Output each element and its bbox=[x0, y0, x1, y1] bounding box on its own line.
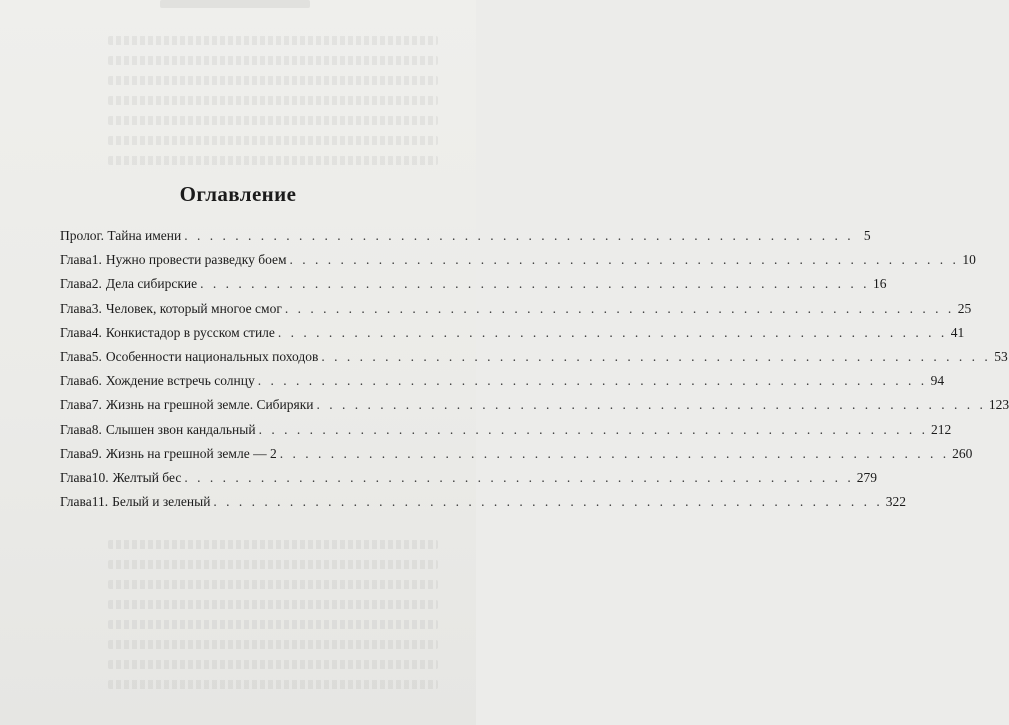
toc-entry-prefix: Глава bbox=[60, 276, 92, 292]
toc-entry-prefix: Глава bbox=[60, 397, 92, 413]
toc-entry-label: Жизнь на грешной земле. Сибиряки bbox=[105, 397, 314, 413]
toc-entry-label: Жизнь на грешной земле — 2 bbox=[105, 445, 277, 461]
toc-entry-page: 5 bbox=[863, 228, 871, 243]
toc-leader-dots bbox=[213, 494, 882, 510]
toc-entry-label: Слышен звон кандальный bbox=[105, 421, 256, 437]
show-through-line bbox=[108, 36, 438, 45]
toc-entry-chapter-9[interactable] bbox=[60, 445, 973, 470]
toc-entry-chapter-3[interactable] bbox=[60, 300, 972, 325]
toc-entry-chapter-1[interactable] bbox=[60, 252, 976, 276]
toc-entry-page: 279 bbox=[856, 469, 877, 485]
toc-entry-prefix: Глава bbox=[60, 373, 92, 389]
show-through-line bbox=[108, 600, 438, 609]
toc-entry-page: 212 bbox=[930, 421, 952, 437]
toc-entry-chapter-2[interactable] bbox=[60, 276, 887, 300]
toc-entry-prefix: Глава bbox=[60, 421, 92, 437]
toc-leader-dots bbox=[280, 446, 949, 462]
toc-entry-prologue[interactable] bbox=[60, 228, 871, 252]
toc-entry-page: 94 bbox=[930, 373, 945, 389]
toc-entry-prefix: Глава bbox=[60, 300, 92, 316]
toc-entry-number: 8. bbox=[91, 421, 102, 437]
show-through-line bbox=[108, 116, 438, 125]
toc-entry-label: Пролог. Тайна имени bbox=[60, 228, 182, 243]
show-through-line bbox=[108, 660, 438, 669]
toc-leader-dots bbox=[259, 422, 928, 438]
show-through-line bbox=[108, 620, 438, 629]
show-through-line bbox=[108, 640, 438, 649]
show-through-line bbox=[108, 156, 438, 165]
toc-entry-page: 322 bbox=[885, 494, 907, 510]
toc-entry-label: Нужно провести разведку боем bbox=[105, 252, 287, 268]
toc-entry-number: 9. bbox=[91, 445, 102, 461]
toc-entry-label: Конкистадор в русском стиле bbox=[105, 324, 275, 340]
toc-entry-chapter-8[interactable] bbox=[60, 421, 952, 446]
toc-entry-label: Человек, который многое смог bbox=[105, 300, 282, 316]
toc-entry-number: 1. bbox=[91, 252, 102, 268]
toc-entry-number: 5. bbox=[91, 348, 102, 364]
show-through-line bbox=[108, 540, 438, 549]
toc-entry-chapter-4[interactable] bbox=[60, 324, 965, 349]
show-through-line bbox=[108, 56, 438, 65]
toc-entry-label: Хождение встречь солнцу bbox=[105, 373, 255, 389]
toc-entry-prefix: Глава bbox=[60, 494, 92, 510]
toc-entry-prefix: Глава bbox=[60, 324, 92, 340]
toc-entry-chapter-11[interactable] bbox=[60, 494, 907, 518]
toc-entry-number: 2. bbox=[91, 276, 102, 292]
toc-entry-chapter-5[interactable] bbox=[60, 348, 1008, 373]
toc-entry-number: 4. bbox=[91, 324, 102, 340]
table-of-contents bbox=[60, 228, 1009, 518]
toc-entry-label: Белый и зеленый bbox=[112, 494, 211, 510]
toc-entry-number: 3. bbox=[91, 300, 102, 316]
show-through-line bbox=[108, 680, 438, 689]
toc-entry-page: 53 bbox=[994, 348, 1008, 364]
toc-entry-prefix: Глава bbox=[60, 348, 92, 364]
toc-leader-dots bbox=[290, 252, 959, 268]
toc-entry-number: 7. bbox=[91, 397, 102, 413]
toc-entry-chapter-6[interactable] bbox=[60, 373, 945, 397]
toc-entry-label: Желтый бес bbox=[112, 469, 182, 485]
toc-entry-number: 6. bbox=[91, 373, 102, 389]
show-through-line bbox=[108, 580, 438, 589]
toc-leader-dots bbox=[200, 276, 869, 292]
toc-leader-dots bbox=[184, 470, 853, 486]
toc-entry-page: 25 bbox=[957, 300, 972, 316]
toc-entry-prefix: Глава bbox=[60, 252, 92, 268]
toc-entry-chapter-7[interactable] bbox=[60, 397, 1009, 421]
show-through-line bbox=[108, 96, 438, 105]
show-through-line bbox=[108, 560, 438, 569]
show-through-header bbox=[160, 0, 310, 8]
toc-entry-page: 10 bbox=[962, 252, 976, 268]
toc-leader-dots bbox=[278, 325, 947, 341]
toc-leader-dots bbox=[258, 373, 927, 389]
toc-entry-prefix: Глава bbox=[60, 445, 92, 461]
toc-entry-page: 16 bbox=[873, 276, 887, 292]
toc-leader-dots bbox=[285, 301, 954, 317]
toc-entry-page: 260 bbox=[952, 445, 973, 461]
toc-entry-label: Дела сибирские bbox=[105, 276, 198, 292]
show-through-line bbox=[108, 136, 438, 145]
toc-leader-dots bbox=[317, 397, 986, 413]
toc-entry-page: 123 bbox=[988, 397, 1009, 413]
toc-entry-page: 41 bbox=[950, 324, 965, 340]
toc-entry-prefix: Глава bbox=[60, 469, 92, 485]
toc-entry-chapter-10[interactable] bbox=[60, 469, 877, 494]
toc-entry-number: 11. bbox=[91, 494, 109, 510]
toc-entry-number: 10. bbox=[91, 469, 109, 485]
toc-entry-label: Особенности национальных походов bbox=[105, 348, 319, 364]
toc-leader-dots bbox=[321, 349, 990, 365]
toc-title: Оглавление bbox=[179, 182, 297, 206]
show-through-line bbox=[108, 76, 438, 85]
toc-leader-dots bbox=[184, 228, 853, 244]
